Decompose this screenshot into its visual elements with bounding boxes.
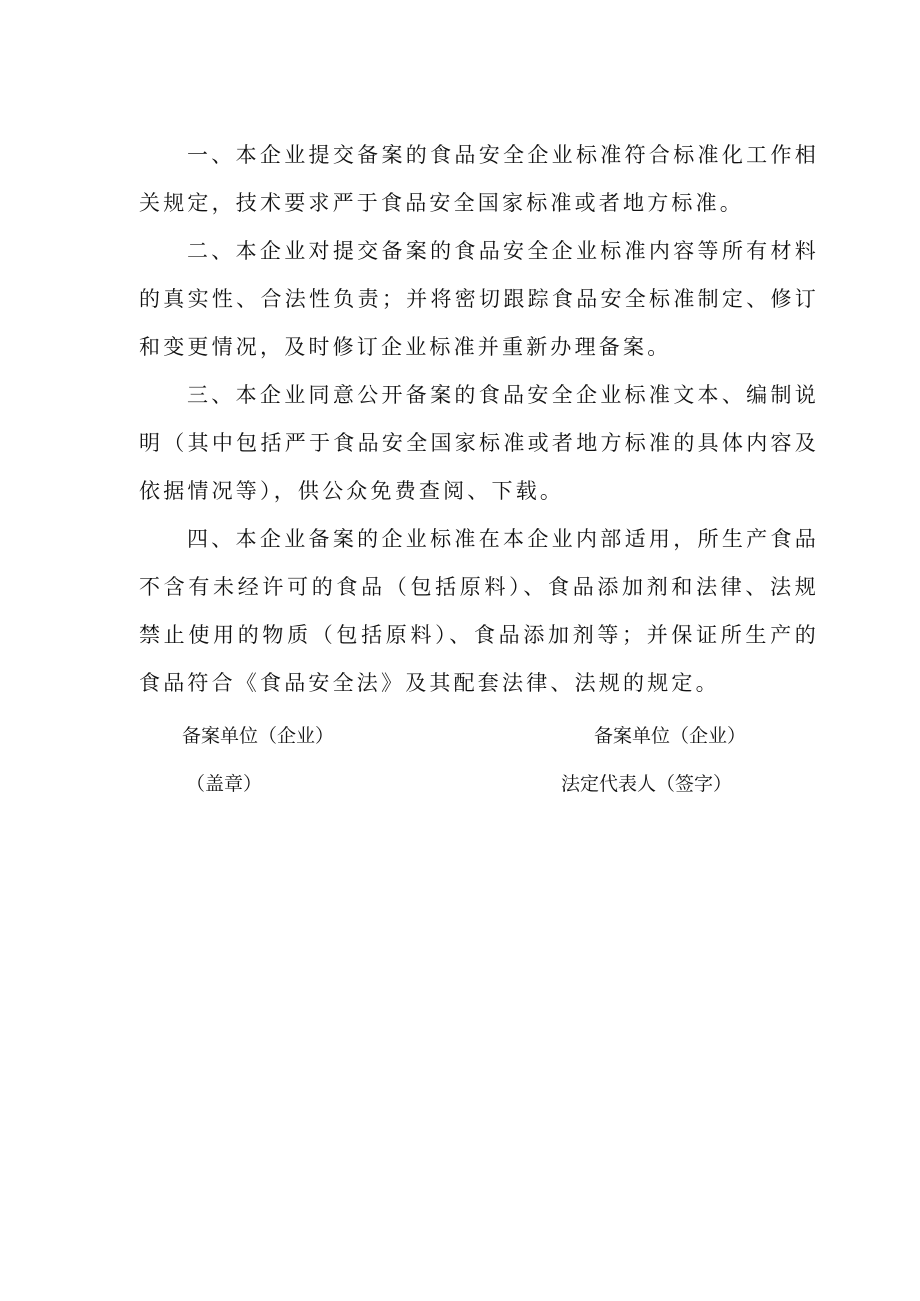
paragraph-4: 四、本企业备案的企业标准在本企业内部适用，所生产食品不含有未经许可的食品（包括原料）、食品添加剂和法律、法规禁止使用的物质（包括原料）、食品添加剂等；并保证所生产的食品符合《食品安全法》及其配套法律、法规的规定。 bbox=[139, 527, 819, 695]
filing-unit-label-left: 备案单位（企业） bbox=[182, 725, 335, 747]
paragraph-3: 三、本企业同意公开备案的食品安全企业标准文本、编制说明（其中包括严于食品安全国家标准或者地方标准的具体内容及依据情况等），供公众免费查阅、下载。 bbox=[139, 383, 819, 503]
paragraph-1: 一、本企业提交备案的食品安全企业标准符合标准化工作相关规定，技术要求严于食品安全国家标准或者地方标准。 bbox=[139, 143, 819, 215]
paragraph-2: 二、本企业对提交备案的食品安全企业标准内容等所有材料的真实性、合法性负责；并将密切跟踪食品安全标准制定、修订和变更情况，及时修订企业标准并重新办理备案。 bbox=[139, 239, 819, 359]
legal-representative-label: 法定代表人（签字） bbox=[561, 773, 733, 795]
seal-label: （盖章） bbox=[186, 773, 263, 795]
filing-unit-label-right: 备案单位（企业） bbox=[594, 725, 747, 747]
